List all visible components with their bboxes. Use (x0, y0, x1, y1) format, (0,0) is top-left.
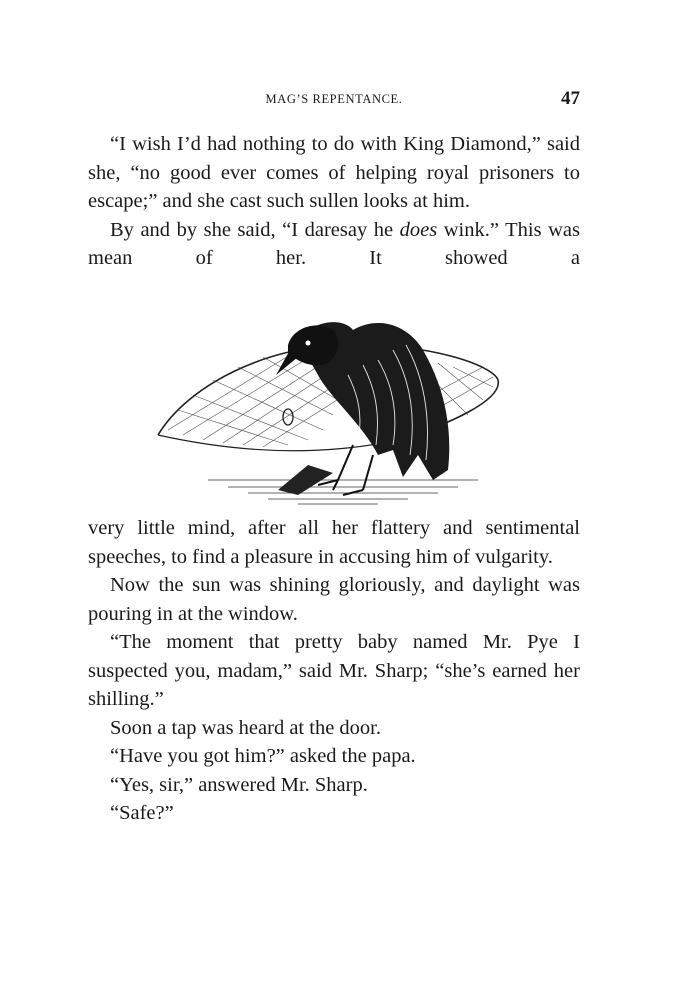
paragraph (88, 216, 580, 273)
running-title: MAG’S REPENTANCE. (265, 92, 403, 106)
emphasis-text: does (399, 218, 438, 241)
page-number: 47 (561, 88, 580, 109)
paragraph-text: wink.” This was mean of her. It showed a (88, 218, 580, 269)
text-block-top (88, 130, 580, 273)
paragraph: “Yes, sir,” answered Mr. Sharp. (110, 773, 368, 796)
magpie-engraving-icon (148, 305, 508, 510)
paragraph: “The moment that pretty baby named Mr. Pye I suspected you, madam,” said Mr. Sharp; “she’s earned her shilling.” (88, 631, 580, 710)
paragraph: very little mind, after all her flattery and sentimental speeches, to find a pleasure in accusing him of vulgarity. (88, 517, 580, 568)
paragraph: “Safe?” (110, 802, 174, 824)
running-head (88, 88, 580, 110)
paragraph: Soon a tap was heard at the door. (110, 716, 381, 739)
paragraph-text: By and by she said, “I daresay he (110, 218, 400, 241)
paragraph: “Have you got him?” asked the papa. (110, 745, 416, 767)
text-block-bottom (88, 514, 580, 828)
paragraph: “I wish I’d had nothing to do with King Diamond,” said she, “no good ever comes of helping royal prisoners to escape;” and she cast such sullen looks at him. (88, 133, 580, 212)
paragraph: Now the sun was shining gloriously, and daylight was pouring in at the window. (88, 574, 580, 625)
